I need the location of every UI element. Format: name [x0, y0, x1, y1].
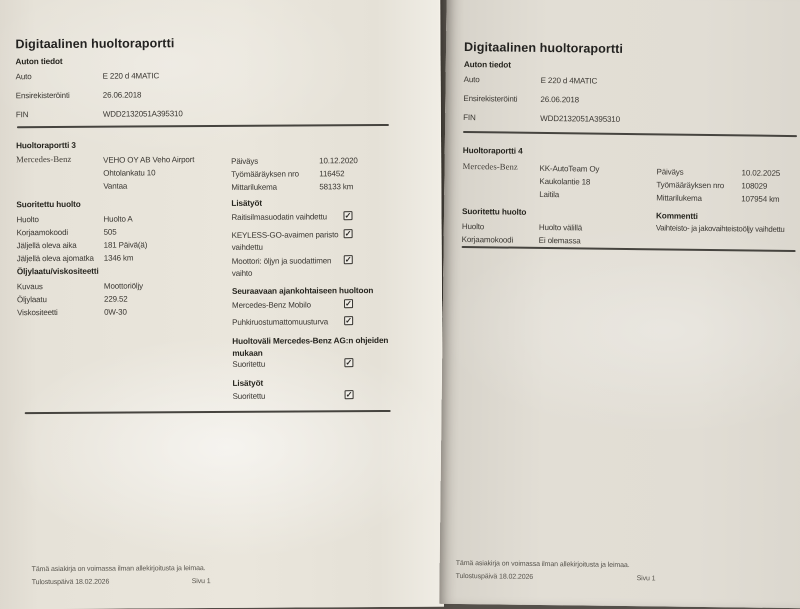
dealer-street: Ohtolankatu 10: [103, 168, 156, 178]
checkbox-checked-icon: ✓: [345, 390, 353, 400]
section-heading-report: Huoltoraportti 4: [462, 145, 523, 156]
field-label: Työmääräyksen nro: [656, 180, 725, 191]
field-value: WDD2132051A395310: [540, 113, 620, 124]
document-title: Digitaalinen huoltoraportti: [463, 40, 624, 56]
checklist-label: Mercedes-Benz Mobilo: [232, 300, 311, 310]
checklist-label: Raitisilmasuodatin vaihdettu: [231, 212, 327, 222]
field-value: 10.12.2020: [319, 156, 358, 166]
checklist-label: Suoritettu: [232, 359, 266, 369]
checkbox-checked-icon: ✓: [345, 316, 353, 326]
field-label: Kuvaus: [16, 282, 43, 292]
checklist-label: KEYLESS-GO-avaimen paristo vaihdettu: [231, 230, 339, 252]
footer-disclaimer: Tämä asiakirja on voimassa ilman allekirjoitusta ja leimaa.: [31, 565, 206, 574]
field-label: FIN: [15, 110, 29, 120]
section-heading-car-info: Auton tiedot: [15, 56, 63, 67]
field-row: [16, 106, 316, 121]
section-heading-service-interval: Huoltoväli Mercedes-Benz AG:n ohjeiden mukaan: [232, 335, 389, 358]
field-value: 0W-30: [104, 307, 127, 317]
section-heading-report: Huoltoraportti 3: [16, 140, 76, 151]
field-label: Auto: [463, 75, 480, 85]
dealer-city: Vantaa: [103, 181, 128, 191]
field-row: [17, 251, 148, 265]
field-row: [17, 225, 148, 239]
field-row: [463, 92, 763, 109]
footer-disclaimer: Tämä asiakirja on voimassa ilman allekirjoitusta ja leimaa.: [455, 559, 630, 570]
checkbox-checked-icon: ✓: [344, 255, 352, 265]
section-heading-next-service: Seuraavaan ajankohtaiseen huoltoon: [231, 286, 374, 296]
field-row: [16, 68, 316, 83]
checkbox-checked-icon: ✓: [345, 358, 353, 368]
field-value: 116452: [319, 169, 345, 179]
field-value: 229.52: [103, 294, 128, 304]
checkbox-checked-icon: ✓: [344, 229, 352, 239]
brand-name: Mercedes-Benz: [16, 153, 72, 165]
section-heading-oil: Öljylaatu/viskositeetti: [16, 266, 99, 277]
section-divider: [463, 131, 797, 137]
field-label: Korjaamokoodi: [461, 234, 514, 245]
field-value: 1346 km: [103, 253, 134, 263]
section-heading-comment: Kommentti: [655, 211, 698, 221]
checklist-item: [232, 229, 362, 253]
field-label: Ensirekisteröinti: [15, 90, 70, 101]
footer-print-date: Tulostuspäivä 18.02.2026: [455, 572, 534, 581]
field-label: Auto: [15, 72, 32, 82]
field-label: Päiväys: [656, 167, 684, 177]
section-divider: [17, 124, 389, 128]
field-label: Päiväys: [231, 156, 259, 166]
checklist-item: [231, 211, 361, 223]
field-label: Ensirekisteröinti: [463, 93, 518, 104]
checklist-label: Moottori: öljyn ja suodattimen vaihto: [231, 256, 332, 278]
section-heading-extras: Lisätyöt: [231, 198, 263, 208]
field-label: Korjaamokoodi: [16, 227, 69, 238]
checkbox-checked-icon: ✓: [344, 211, 352, 221]
field-row: [17, 238, 148, 252]
field-value: E 220 d 4MATIC: [540, 75, 598, 86]
checklist-item: [232, 358, 362, 370]
field-label: Viskositeetti: [17, 307, 58, 318]
field-value: 108029: [741, 181, 768, 191]
field-row: [231, 154, 358, 168]
field-row: [231, 180, 358, 194]
field-label: Huolto: [16, 215, 39, 225]
checklist-item: [232, 255, 362, 279]
dealer-street: Kaukolantie 18: [539, 176, 591, 187]
field-value: 505: [103, 227, 117, 237]
field-row: [16, 87, 316, 102]
field-value: Moottoriöljy: [103, 281, 144, 291]
field-row: [464, 73, 764, 90]
field-value: 26.06.2018: [540, 94, 580, 105]
field-label: Jäljellä oleva aika: [16, 240, 77, 251]
service-report-page-4: [439, 0, 800, 608]
field-value: 10.02.2025: [741, 168, 781, 178]
checklist-item: [233, 390, 363, 402]
field-value: 107954 km: [741, 194, 780, 204]
section-divider: [462, 246, 796, 252]
field-row: [656, 191, 780, 206]
checklist-item: [232, 316, 362, 328]
field-value: E 220 d 4MATIC: [102, 71, 160, 81]
document-title: Digitaalinen huoltoraportti: [15, 36, 175, 52]
section-heading-extras-2: Lisätyöt: [232, 378, 264, 388]
field-label: Mittarilukema: [231, 182, 277, 192]
field-row: [463, 111, 763, 128]
section-heading-car-info: Auton tiedot: [463, 60, 511, 70]
field-value: 26.06.2018: [102, 90, 142, 100]
field-label: FIN: [463, 112, 476, 123]
section-heading-performed-service: Suoritettu huolto: [16, 199, 81, 210]
field-value: WDD2132051A395310: [102, 109, 183, 119]
section-divider: [25, 410, 391, 414]
field-label: Öljylaatu: [16, 295, 47, 305]
section-heading-performed-service: Suoritettu huolto: [462, 206, 527, 217]
checklist-item: [232, 299, 362, 311]
footer-page-number: Sivu 1: [636, 575, 656, 583]
dealer-city: Laitila: [539, 189, 560, 200]
footer-print-date: Tulostuspäivä 18.02.2026: [31, 578, 110, 587]
field-label: Mittarilukema: [656, 193, 702, 203]
field-row: [17, 305, 143, 319]
field-value: 181 Päivä(ä): [103, 240, 148, 250]
field-label: Jäljellä oleva ajomatka: [16, 253, 94, 264]
checklist-label: Puhkiruostumattomuusturva: [232, 317, 329, 327]
field-value: Huolto A: [103, 214, 133, 224]
field-row: [17, 279, 143, 293]
field-row: [17, 292, 143, 306]
footer-page-number: Sivu 1: [191, 578, 211, 586]
field-value: 58133 km: [319, 182, 354, 192]
field-row: [16, 212, 147, 226]
dealer-name: VEHO OY AB Veho Airport: [103, 155, 195, 165]
field-value: Huolto välillä: [538, 222, 583, 233]
checklist-label: Suoritettu: [232, 391, 266, 401]
dealer-name: KK-AutoTeam Oy: [539, 163, 600, 174]
checkbox-checked-icon: ✓: [345, 299, 352, 309]
field-label: Työmääräyksen nro: [231, 169, 299, 179]
field-value: Ei olemassa: [538, 235, 581, 246]
brand-name: Mercedes-Benz: [462, 160, 518, 172]
comment-text: Vaihteisto- ja jakovaihteistoöljy vaihdettu: [655, 223, 785, 234]
field-row: [231, 167, 358, 181]
field-label: Huolto: [461, 221, 485, 232]
